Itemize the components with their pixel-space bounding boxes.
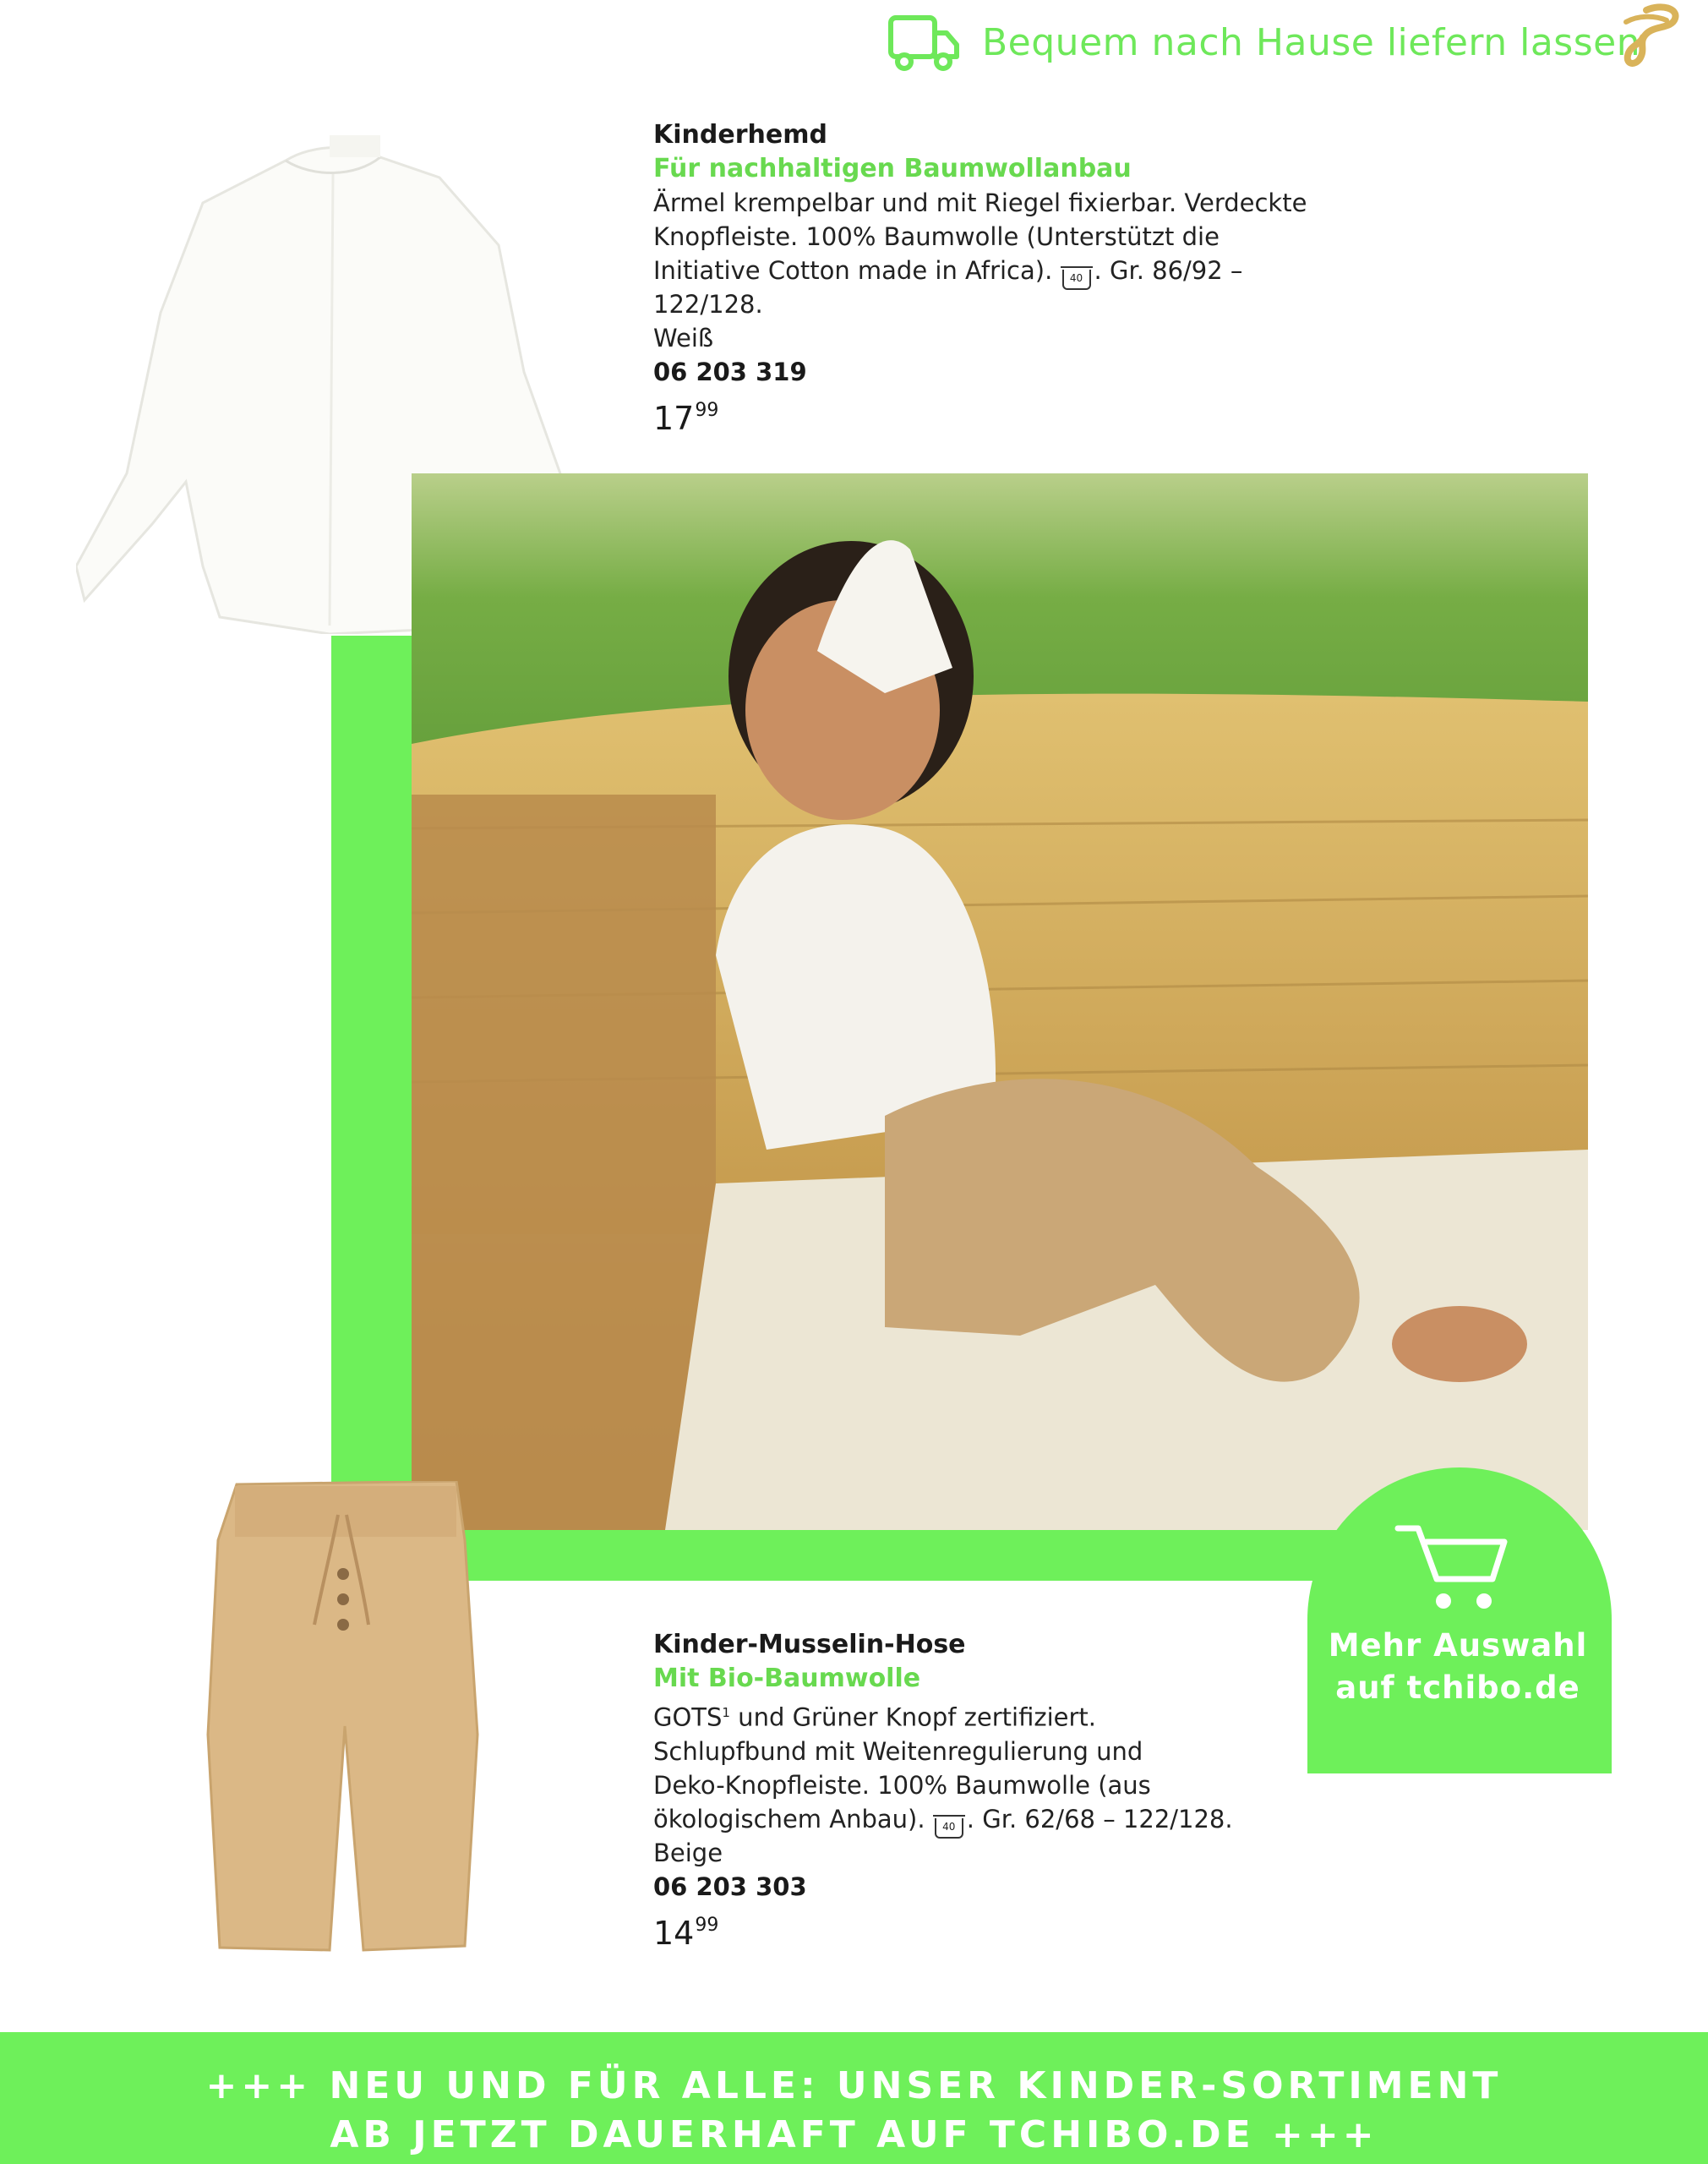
delivery-header	[887, 8, 1640, 76]
hero-photo	[412, 473, 1588, 1530]
bottom-banner: +++ NEU UND FÜR ALLE: UNSER KINDER-SORTIMENT AB JETZT DAUERHAFT AUF TCHIBO.DE +++	[0, 2032, 1708, 2164]
more-selection-badge[interactable]	[1307, 1467, 1612, 1773]
wash-40-icon: 40	[1062, 270, 1091, 290]
product-description: GOTS$^1$ und Grüner Knopf zertifiziert. Schlupfbund mit Weitenregulierung und Deko-Knopfleiste. 100% Baumwolle (aus ökologischem Anbau). 40 . Gr. 62/68 – 122/128. Beige	[653, 1696, 1329, 1870]
product-claim: Mit Bio-Baumwolle	[653, 1664, 921, 1693]
wash-40-icon: 40	[935, 1818, 963, 1839]
product-color: Weiß	[653, 324, 714, 352]
truck-icon	[887, 13, 960, 72]
shopping-cart-icon	[1393, 1520, 1511, 1615]
product-price: $17^{99}$	[653, 400, 719, 437]
article-number: 06 203 303	[653, 1872, 807, 1901]
product-claim: Für nachhaltigen Baumwollanbau	[653, 154, 1132, 183]
product-price: $14^{99}$	[653, 1914, 719, 1952]
pants-product-image	[203, 1481, 482, 1954]
product-kinderhemd	[653, 118, 1329, 435]
delivery-text: Bequem nach Hause liefern lassen	[982, 20, 1641, 64]
more-selection-text[interactable]: Mehr Auswahl auf tchibo.de	[1328, 1627, 1588, 1706]
tchibo-logo-icon	[1621, 3, 1680, 68]
product-name: Kinderhemd	[653, 120, 827, 150]
product-name: Kinder-Musselin-Hose	[653, 1630, 966, 1659]
product-color: Beige	[653, 1838, 723, 1867]
product-description: Ärmel krempelbar und mit Riegel fixierbar. Verdeckte Knopfleiste. 100% Baumwolle (Unterstützt die Initiative Cotton made in Africa). 40 . Gr. 86/92 – 122/128. Weiß	[653, 186, 1329, 355]
article-number: 06 203 319	[653, 358, 807, 386]
product-musselin-hose	[653, 1628, 1329, 1950]
